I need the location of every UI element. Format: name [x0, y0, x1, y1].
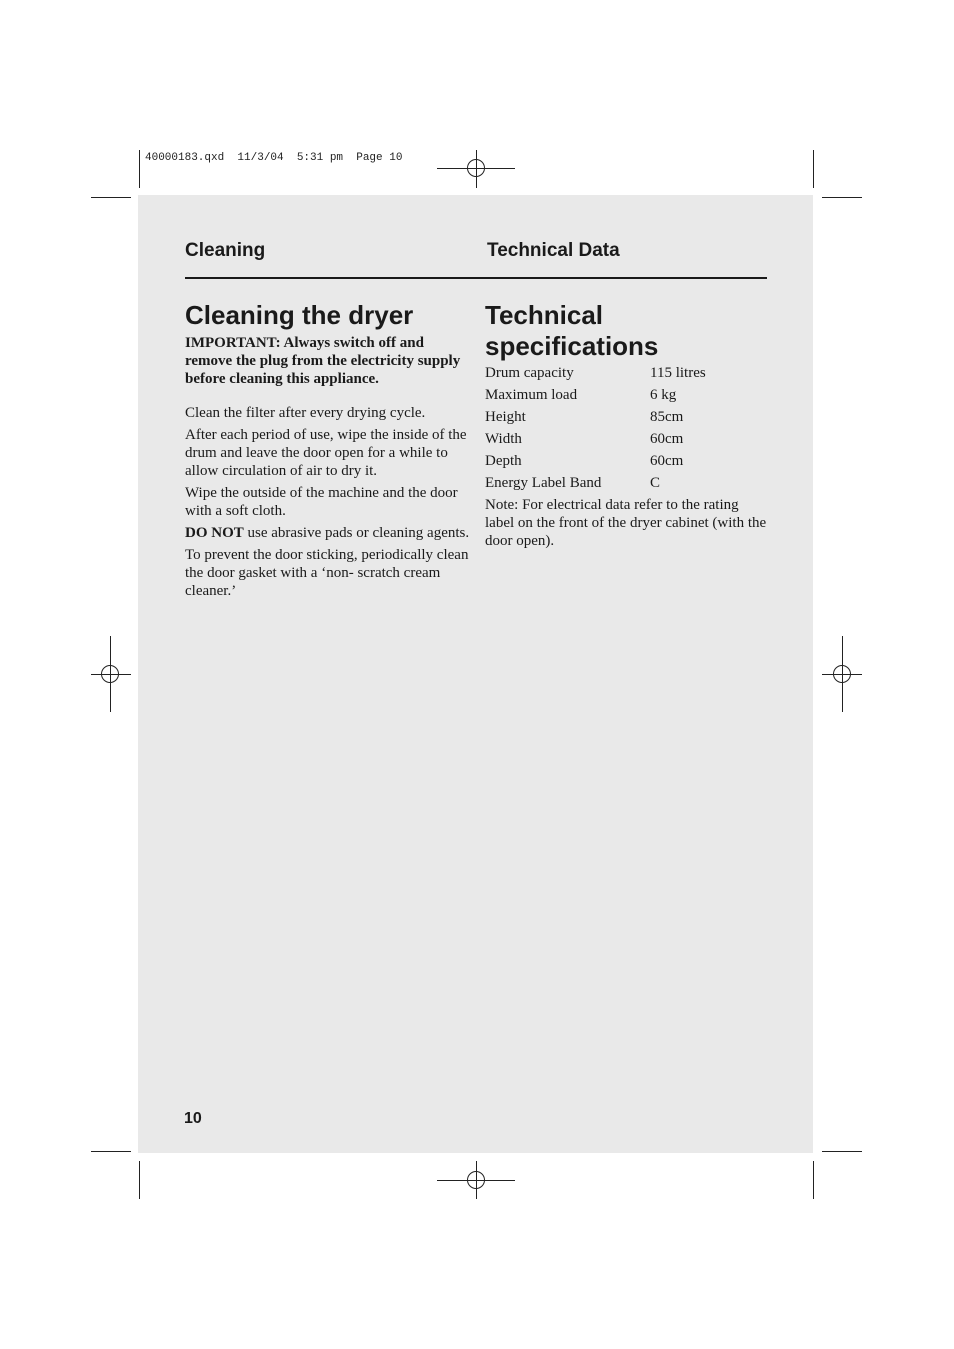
do-not-text: use abrasive pads or cleaning agents.: [243, 525, 470, 541]
tech-spec-heading-line: Technical: [485, 300, 604, 330]
spec-label: Width: [485, 431, 522, 447]
spec-label: Height: [485, 409, 526, 425]
registration-mark-circle: [467, 1171, 485, 1189]
tech-spec-heading-line: specifications: [485, 331, 659, 361]
spec-label: Energy Label Band: [485, 475, 602, 491]
crop-mark: [91, 197, 131, 198]
cleaning-body: [185, 334, 470, 604]
crop-mark: [822, 197, 862, 198]
spec-row: [485, 450, 770, 472]
spec-value: 60cm: [650, 431, 684, 447]
spec-label: Depth: [485, 453, 522, 469]
spec-label: Drum capacity: [485, 365, 574, 381]
crop-mark: [139, 150, 140, 188]
tech-spec-heading: [485, 300, 658, 362]
section-header-cleaning: Cleaning: [185, 240, 266, 261]
header-rule: [185, 277, 767, 279]
crop-mark: [91, 1151, 131, 1152]
cleaning-heading: Cleaning the dryer: [185, 300, 414, 330]
cleaning-paragraph: To prevent the door sticking, periodically clean the door gasket with a ‘non- scratch cream cleaner.’: [185, 547, 469, 599]
registration-mark-circle: [467, 159, 485, 177]
spec-value: 60cm: [650, 453, 684, 469]
spec-value: 6 kg: [650, 387, 677, 403]
registration-mark-circle: [833, 665, 851, 683]
do-not-emphasis: DO NOT: [185, 525, 244, 541]
spec-row: [485, 406, 770, 428]
cleaning-paragraph: [185, 524, 470, 542]
cleaning-paragraph: After each period of use, wipe the inside of the drum and leave the door open for a while to allow circulation of air to dry it.: [185, 427, 467, 479]
spec-row: [485, 362, 770, 384]
important-warning: IMPORTANT: Always switch off and remove the plug from the electricity supply before cleaning this appliance.: [185, 335, 461, 387]
spec-row: [485, 428, 770, 450]
crop-mark: [813, 1161, 814, 1199]
cleaning-paragraph: Wipe the outside of the machine and the door with a soft cloth.: [185, 485, 458, 519]
registration-mark-circle: [101, 665, 119, 683]
page-number: 10: [184, 1110, 202, 1127]
section-header-technical-data: Technical Data: [487, 240, 620, 261]
spec-note: Note: For electrical data refer to the rating label on the front of the dryer cabinet (with the door open).: [485, 497, 767, 549]
spec-row: [485, 384, 770, 406]
spec-value: 85cm: [650, 409, 684, 425]
printer-slug: 40000183.qxd 11/3/04 5:31 pm Page 10: [145, 152, 403, 164]
spec-value: C: [650, 475, 661, 491]
crop-mark: [139, 1161, 140, 1199]
spec-row: [485, 472, 770, 494]
spec-value: 115 litres: [650, 365, 706, 381]
spec-label: Maximum load: [485, 387, 578, 403]
crop-mark: [822, 1151, 862, 1152]
spec-table: [485, 362, 770, 494]
cleaning-paragraph: Clean the filter after every drying cycle.: [185, 405, 426, 421]
crop-mark: [813, 150, 814, 188]
